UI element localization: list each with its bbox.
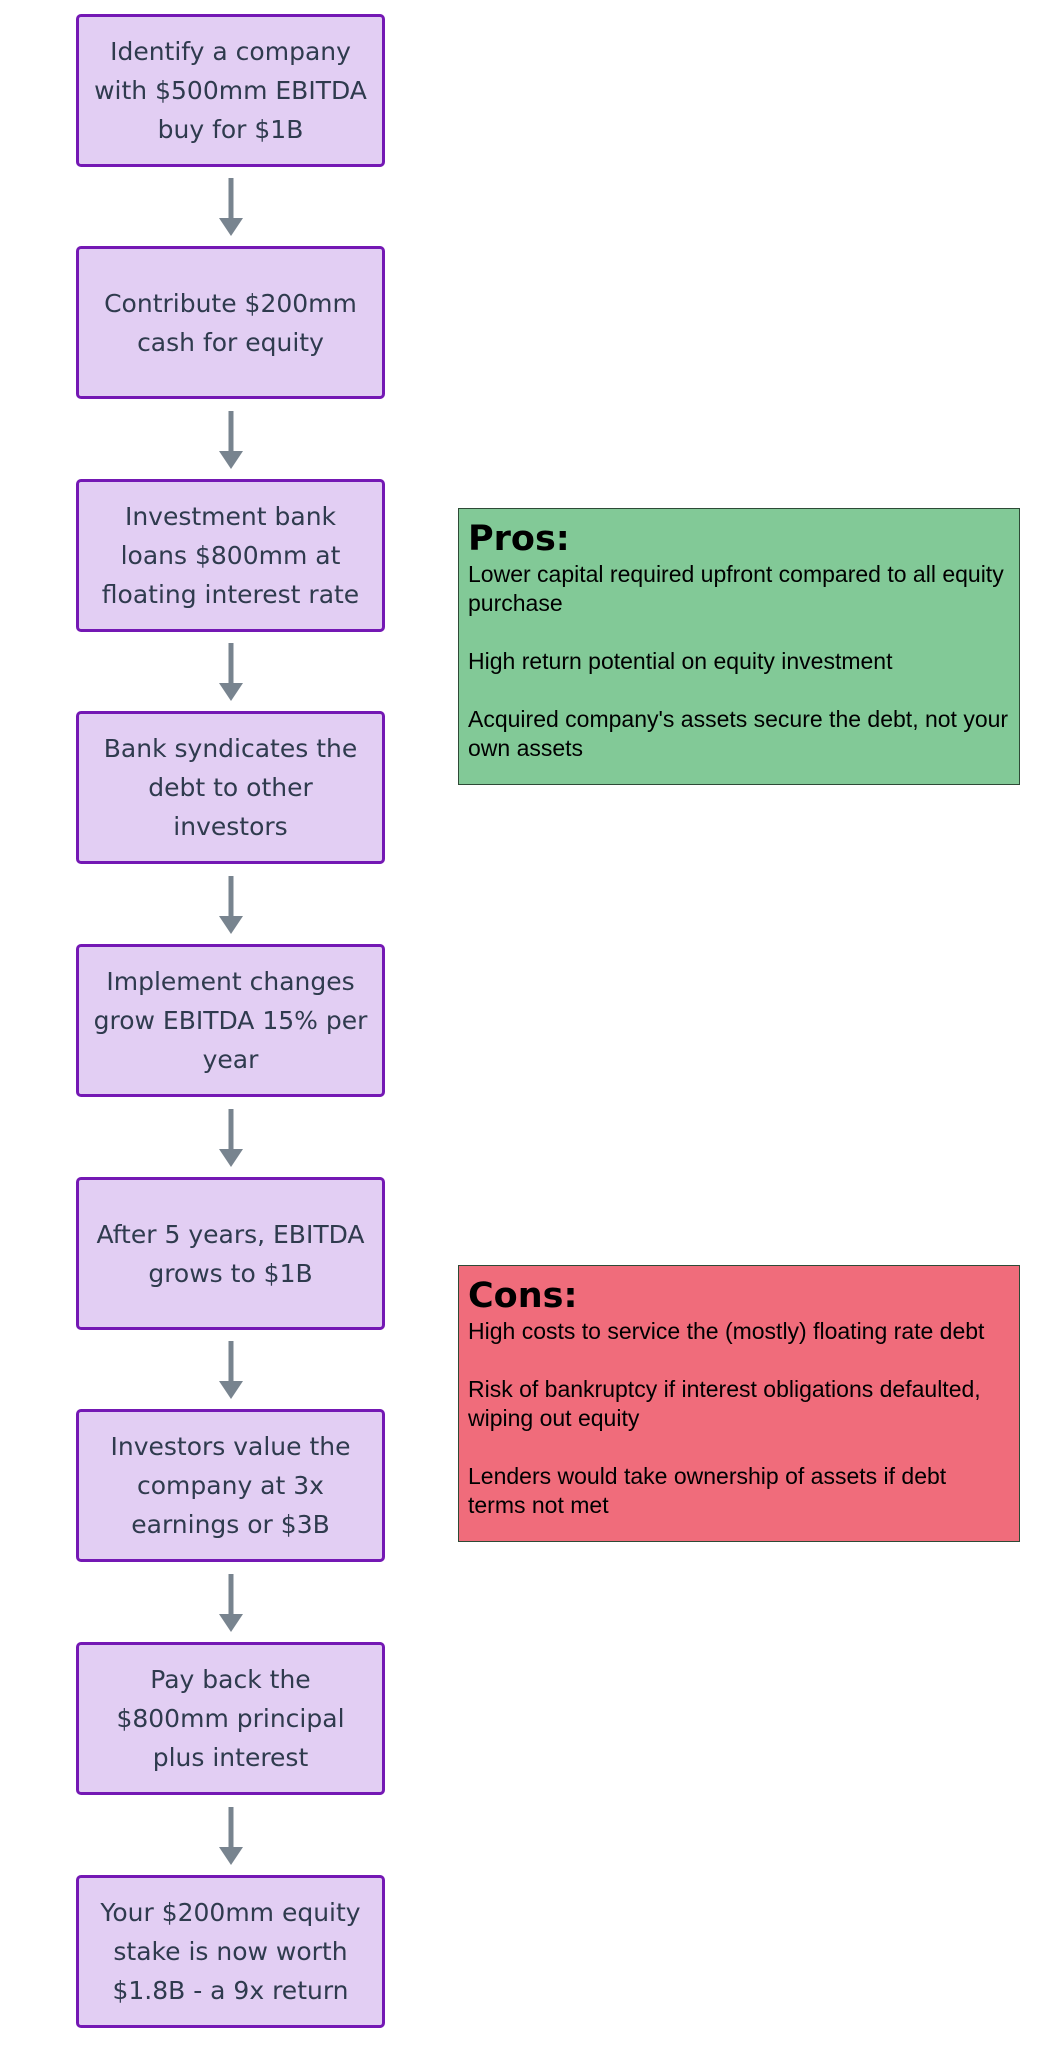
step-label: Pay back the $800mm principal plus interest [116,1665,345,1772]
down-arrow-icon [217,643,245,701]
down-arrow-icon [217,1807,245,1865]
step-label: Identify a company with $500mm EBITDA buy for $1B [94,37,367,144]
step-label: Bank syndicates the debt to other investors [103,734,358,841]
down-arrow-icon [217,178,245,236]
cons-title: Cons: [468,1276,578,1316]
step-label: Contribute $200mm cash for equity [104,288,357,357]
pros-panel [458,508,1020,785]
step-label: Implement changes grow EBITDA 15% per year [93,967,368,1074]
down-arrow-icon [217,1341,245,1399]
step-label: Investors value the company at 3x earnings or $3B [110,1432,351,1539]
pros-item: Acquired company's assets secure the debt, not your own assets [468,706,1009,761]
step-1-identify-company [76,14,385,167]
step-4-syndicate-debt [76,711,385,864]
step-9-equity-return [76,1875,385,2028]
step-7-valuation [76,1409,385,1562]
step-label: Investment bank loans $800mm at floating interest rate [101,502,360,609]
step-5-implement-changes [76,944,385,1097]
down-arrow-icon [217,1574,245,1632]
step-6-ebitda-growth [76,1177,385,1330]
down-arrow-icon [217,411,245,469]
step-label: Your $200mm equity stake is now worth $1.8B - a 9x return [100,1898,361,2005]
step-8-pay-back-principal [76,1642,385,1795]
down-arrow-icon [217,1109,245,1167]
cons-item: Lenders would take ownership of assets if debt terms not met [468,1463,947,1518]
pros-title: Pros: [468,519,570,559]
cons-item: High costs to service the (mostly) floating rate debt [468,1318,985,1344]
step-3-bank-loans [76,479,385,632]
pros-item: Lower capital required upfront compared to all equity purchase [468,561,1004,616]
cons-item: Risk of bankruptcy if interest obligations defaulted, wiping out equity [468,1376,981,1431]
step-label: After 5 years, EBITDA grows to $1B [96,1219,365,1288]
down-arrow-icon [217,876,245,934]
pros-item: High return potential on equity investment [468,648,893,674]
step-2-contribute-cash [76,246,385,399]
cons-panel [458,1265,1020,1542]
